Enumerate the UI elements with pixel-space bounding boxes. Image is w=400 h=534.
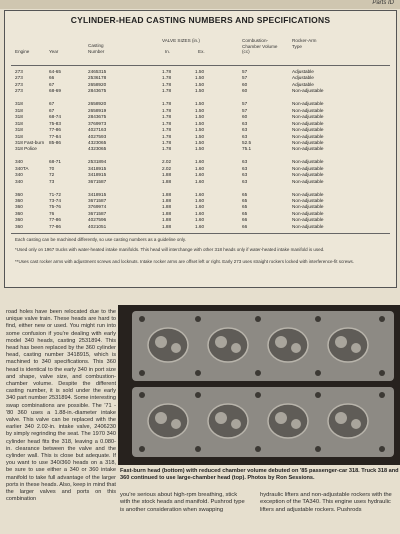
spec-cell: 1.50	[195, 127, 205, 133]
spec-row	[5, 153, 396, 159]
spec-cell: 1.78	[162, 88, 172, 94]
col-casting: Casting Number	[88, 43, 105, 54]
spec-cell: 1.88	[162, 223, 172, 229]
spec-cell: 57	[242, 75, 248, 81]
spec-cell: 4323065	[88, 139, 107, 145]
spec-row	[5, 121, 396, 127]
spec-cell: 63	[242, 159, 248, 165]
spec-cell: 2843675	[88, 88, 107, 94]
spec-cell: 68-71	[49, 159, 61, 165]
spec-cell: 57	[242, 101, 248, 107]
spec-cell: 2531894	[88, 159, 107, 165]
spec-cell: 1.50	[195, 133, 205, 139]
spec-cell: 1.78	[162, 139, 172, 145]
spec-cell: 1.78	[162, 127, 172, 133]
spec-cell: Non-adjustable	[292, 165, 324, 171]
spec-cell: 4323065	[88, 146, 107, 152]
spec-cell: Non-adjustable	[292, 88, 324, 94]
spec-cell: 1.60	[195, 204, 205, 210]
spec-cell: 3769973	[88, 120, 107, 126]
spec-row	[5, 172, 396, 178]
spec-cell: 1.78	[162, 75, 172, 81]
spec-row	[5, 204, 396, 210]
spec-cell: Adjustable	[292, 69, 314, 74]
spec-cell: 3418915	[88, 191, 107, 197]
spec-cell: 318	[15, 127, 23, 133]
spec-cell: 63	[242, 178, 248, 184]
spec-cell: Non-adjustable	[292, 114, 324, 120]
spec-cell: 73-74	[49, 198, 61, 203]
col-ex: Ex.	[198, 49, 205, 54]
spec-cell: 64-65	[49, 69, 61, 74]
spec-cell: 77-86	[49, 223, 61, 229]
spec-cell: 1.78	[162, 107, 172, 113]
spec-cell: 3769974	[88, 204, 107, 210]
spec-cell: 4027163	[88, 127, 107, 133]
spec-cell: 2.02	[162, 165, 172, 171]
spec-cell: 1.78	[162, 146, 172, 152]
spec-cell: 66	[49, 75, 55, 81]
body-column-1: road holes have been relocated due to the unique valve train. These heads are hard to find, either new or used. You might run into some confusion if you're dealing with early model 340 heads, casting 2531894. This head has been replaced by the 360 cylinder head, casting number 3418915, which is machined to 340 specifications. This 360 head is identical to the early 340 in port size and shape, valve size, and combustion-chamber volume. Despite the different casting number, it is sold under the early 340 part number 2531894. Some interesting swap combinations are possible. The '71 - '80 360 uses a 1.88-in.-diameter intake valve. This valve can be replaced with the earlier 340 2.02-in. intake valve, 2406230 by simply regrinding the seat. The 1970 340 cylinder head fits the 318, leaving a 0.080-in. clearance between the valve and the cylinder wall. This is close but adequate. If you want to use 340/360 heads on a 318, be sure to use either a 340 or 360 intake manifold to take full advantage of the larger ports in these heads. Also, keep in mind that the larger valves and ports on this combination	[6, 309, 116, 503]
spec-cell: 318	[15, 101, 23, 107]
spec-cell: 1.60	[195, 165, 205, 171]
spec-row	[5, 198, 396, 204]
spec-cell: 360	[15, 198, 23, 203]
spec-cell: 67	[49, 101, 55, 107]
spec-cell: 1.88	[162, 217, 172, 223]
spec-cell: 273	[15, 81, 23, 87]
spec-row	[5, 82, 396, 88]
spec-cell: 2.02	[162, 159, 172, 165]
spec-row	[5, 101, 396, 107]
spec-row	[5, 179, 396, 185]
spec-cell: 75-83	[49, 120, 61, 126]
spec-cell: 75-76	[49, 204, 61, 210]
spec-cell: 273	[15, 88, 23, 94]
spec-cell: 3671587	[88, 178, 107, 184]
spec-cell: Non-adjustable	[292, 217, 324, 223]
spec-cell: 4027596	[88, 217, 107, 223]
spec-cell: 70	[49, 165, 55, 171]
spec-cell: Non-adjustable	[292, 107, 324, 113]
spec-cell: 1.88	[162, 178, 172, 184]
spec-cell: 2658919	[88, 107, 107, 113]
spec-cell: 1.78	[162, 133, 172, 139]
cylinder-head-photo	[118, 305, 400, 465]
photo-caption: Fast-burn head (bottom) with reduced chamber volume debuted on '85 passenger-car 318. Truck 318 and 360 continued to use large-chamber head (top). Photos by Ron Sessions.	[120, 468, 399, 481]
spec-cell: 1.50	[195, 120, 205, 126]
col-in: In.	[165, 49, 171, 54]
spec-row	[5, 217, 396, 223]
spec-cell: 360	[15, 217, 23, 223]
spec-cell: 73	[49, 178, 55, 184]
spec-cell: 340	[15, 172, 23, 178]
spec-cell: 1.78	[162, 101, 172, 107]
spec-cell: Non-adjustable	[292, 101, 324, 107]
spec-cell: 1.50	[195, 146, 205, 152]
spec-cell: Adjustable	[292, 81, 314, 87]
spec-cell: Non-adjustable	[292, 159, 324, 165]
spec-cell: 1.60	[195, 159, 205, 165]
spec-cell: 1.88	[162, 204, 172, 210]
spec-cell: 360	[15, 204, 23, 210]
spec-row	[5, 88, 396, 94]
spec-cell: 72	[49, 172, 55, 178]
spec-cell: 68-74	[49, 114, 61, 120]
header-label: Parts ID	[372, 0, 394, 6]
spec-cell: Non-adjustable	[292, 172, 324, 178]
spec-cell: 360	[15, 210, 23, 216]
spec-cell: 1.50	[195, 114, 205, 120]
spec-cell: 65	[242, 198, 248, 203]
footnote-3: **Uses cast rocker arms with adjustment screws and locknuts. Intake rocker arms are offset left or right. Early 273 uses straight rockers locked with interference-fit screws.	[15, 259, 355, 264]
spec-row	[5, 211, 396, 217]
spec-cell: Non-adjustable	[292, 198, 324, 203]
spec-cell: 1.60	[195, 191, 205, 197]
spec-cell: 57	[242, 69, 248, 74]
spec-cell: 1.88	[162, 198, 172, 203]
spec-cell: 318 Fast-burn	[15, 139, 45, 145]
body-column-2: you're serious about high-rpm breathing, stick with the stock heads and manifold. Pushrod type is another consideration when swapping	[120, 492, 245, 513]
spec-cell: 340	[15, 159, 23, 165]
spec-cell: 68-69	[49, 88, 61, 94]
spec-cell: 1.88	[162, 210, 172, 216]
footnote-2: *Used only on 1967 trucks with water-heated intake manifolds. This head will interchange with other 318 heads only if water-heated intake manifold is used.	[15, 247, 325, 252]
spec-cell: 273	[15, 75, 23, 81]
spec-cell: 60	[242, 114, 248, 120]
spec-cell: 67	[49, 81, 55, 87]
spec-row	[5, 159, 396, 165]
spec-cell: 4021051	[88, 223, 107, 229]
spec-cell: 71-72	[49, 191, 61, 197]
spec-cell: 2843675	[88, 114, 107, 120]
spec-cell: 1.88	[162, 172, 172, 178]
spec-cell: 52.5	[242, 139, 252, 145]
spec-cell: 63	[242, 127, 248, 133]
spec-row	[5, 146, 396, 152]
spec-cell: 1.78	[162, 69, 172, 74]
spec-cell: 60	[242, 81, 248, 87]
spec-cell: 3671587	[88, 210, 107, 216]
spec-cell: Non-adjustable	[292, 191, 324, 197]
spec-cell: Non-adjustable	[292, 204, 324, 210]
spec-cell: 3418915	[88, 165, 107, 171]
spec-row	[5, 108, 396, 114]
col-chamber: Combustion-Chamber Volume (cc)	[242, 38, 278, 54]
spec-row	[5, 185, 396, 191]
spec-cell: 1.50	[195, 75, 205, 81]
spec-cell: 318	[15, 133, 23, 139]
spec-cell: 1.50	[195, 107, 205, 113]
spec-cell: 1.50	[195, 139, 205, 145]
spec-cell: 1.60	[195, 223, 205, 229]
spec-cell: Non-adjustable	[292, 139, 324, 145]
spec-row	[5, 224, 396, 230]
spec-cell: 66	[242, 217, 248, 223]
spec-cell: 1.60	[195, 172, 205, 178]
spec-cell: 1.50	[195, 81, 205, 87]
page-header	[0, 0, 400, 9]
spec-cell: 3671587	[88, 198, 107, 203]
spec-cell: 4027593	[88, 133, 107, 139]
spec-table-title: CYLINDER-HEAD CASTING NUMBERS AND SPECIFICATIONS	[70, 15, 331, 25]
spec-cell: 1.78	[162, 120, 172, 126]
spec-cell: 1.78	[162, 114, 172, 120]
spec-cell: 77-86	[49, 127, 61, 133]
spec-cell: Non-adjustable	[292, 223, 324, 229]
spec-cell: 318 Police	[15, 146, 37, 152]
spec-row	[5, 127, 396, 133]
spec-cell: 66	[242, 223, 248, 229]
spec-cell: 1.78	[162, 81, 172, 87]
spec-cell: Adjustable	[292, 75, 314, 81]
spec-cell: 3418915	[88, 172, 107, 178]
header-rule	[11, 65, 390, 66]
spec-cell: 76	[49, 210, 55, 216]
spec-cell: 65	[242, 191, 248, 197]
spec-cell: 1.50	[195, 101, 205, 107]
spec-cell: Non-adjustable	[292, 120, 324, 126]
spec-cell: 1.50	[195, 88, 205, 94]
spec-cell: 340	[15, 178, 23, 184]
spec-cell: 2465315	[88, 69, 107, 74]
spec-cell: 2658920	[88, 101, 107, 107]
spec-cell: Non-adjustable	[292, 127, 324, 133]
spec-cell: 63	[242, 120, 248, 126]
spec-cell: Non-adjustable	[292, 210, 324, 216]
footnote-1: Each casting can be machined differently, so use casting numbers as a guideline only.	[15, 237, 187, 242]
spec-cell: 340TA	[15, 165, 29, 171]
spec-cell: 85-86	[49, 139, 61, 145]
spec-cell: 318	[15, 120, 23, 126]
spec-row	[5, 75, 396, 81]
footer-rule	[11, 233, 390, 234]
spec-row	[5, 69, 396, 75]
spec-row	[5, 95, 396, 101]
spec-row	[5, 166, 396, 172]
spec-cell: 318	[15, 107, 23, 113]
spec-cell: 65	[242, 204, 248, 210]
spec-cell: 77-86	[49, 217, 61, 223]
col-engine: Engine	[15, 49, 30, 54]
spec-row	[5, 134, 396, 140]
col-rocker: Rocker-Arm Type	[292, 38, 317, 49]
spec-cell: 1.60	[195, 178, 205, 184]
spec-row	[5, 140, 396, 146]
spec-cell: Non-adjustable	[292, 146, 324, 152]
spec-cell: 1.88	[162, 191, 172, 197]
spec-row	[5, 114, 396, 120]
spec-cell: 1.60	[195, 217, 205, 223]
spec-cell: 63	[242, 133, 248, 139]
spec-cell: 318	[15, 114, 23, 120]
spec-cell: Non-adjustable	[292, 178, 324, 184]
spec-cell: 2658920	[88, 81, 107, 87]
spec-cell: 273	[15, 69, 23, 74]
spec-cell: 77-84	[49, 133, 61, 139]
col-valve-group: VALVE SIZES (in.)	[162, 38, 200, 43]
spec-cell: 57	[242, 107, 248, 113]
spec-cell: 1.50	[195, 69, 205, 74]
spec-cell: 360	[15, 191, 23, 197]
col-year: Year	[49, 49, 59, 54]
spec-cell: 75.1	[242, 146, 252, 152]
spec-cell: 65	[242, 210, 248, 216]
spec-cell: 67	[49, 107, 55, 113]
body-column-3: hydraulic lifters and non-adjustable rockers with the exception of the TA340. This engine uses hydraulic lifters and adjustable rockers. Pushrods	[260, 492, 392, 513]
spec-cell: 63	[242, 165, 248, 171]
spec-cell: 1.60	[195, 198, 205, 203]
spec-table-box	[4, 10, 397, 288]
spec-cell: 360	[15, 223, 23, 229]
spec-cell: 60	[242, 88, 248, 94]
spec-cell: 1.60	[195, 210, 205, 216]
spec-cell: 63	[242, 172, 248, 178]
spec-row	[5, 192, 396, 198]
spec-cell: Non-adjustable	[292, 133, 324, 139]
spec-cell: 2536178	[88, 75, 107, 81]
